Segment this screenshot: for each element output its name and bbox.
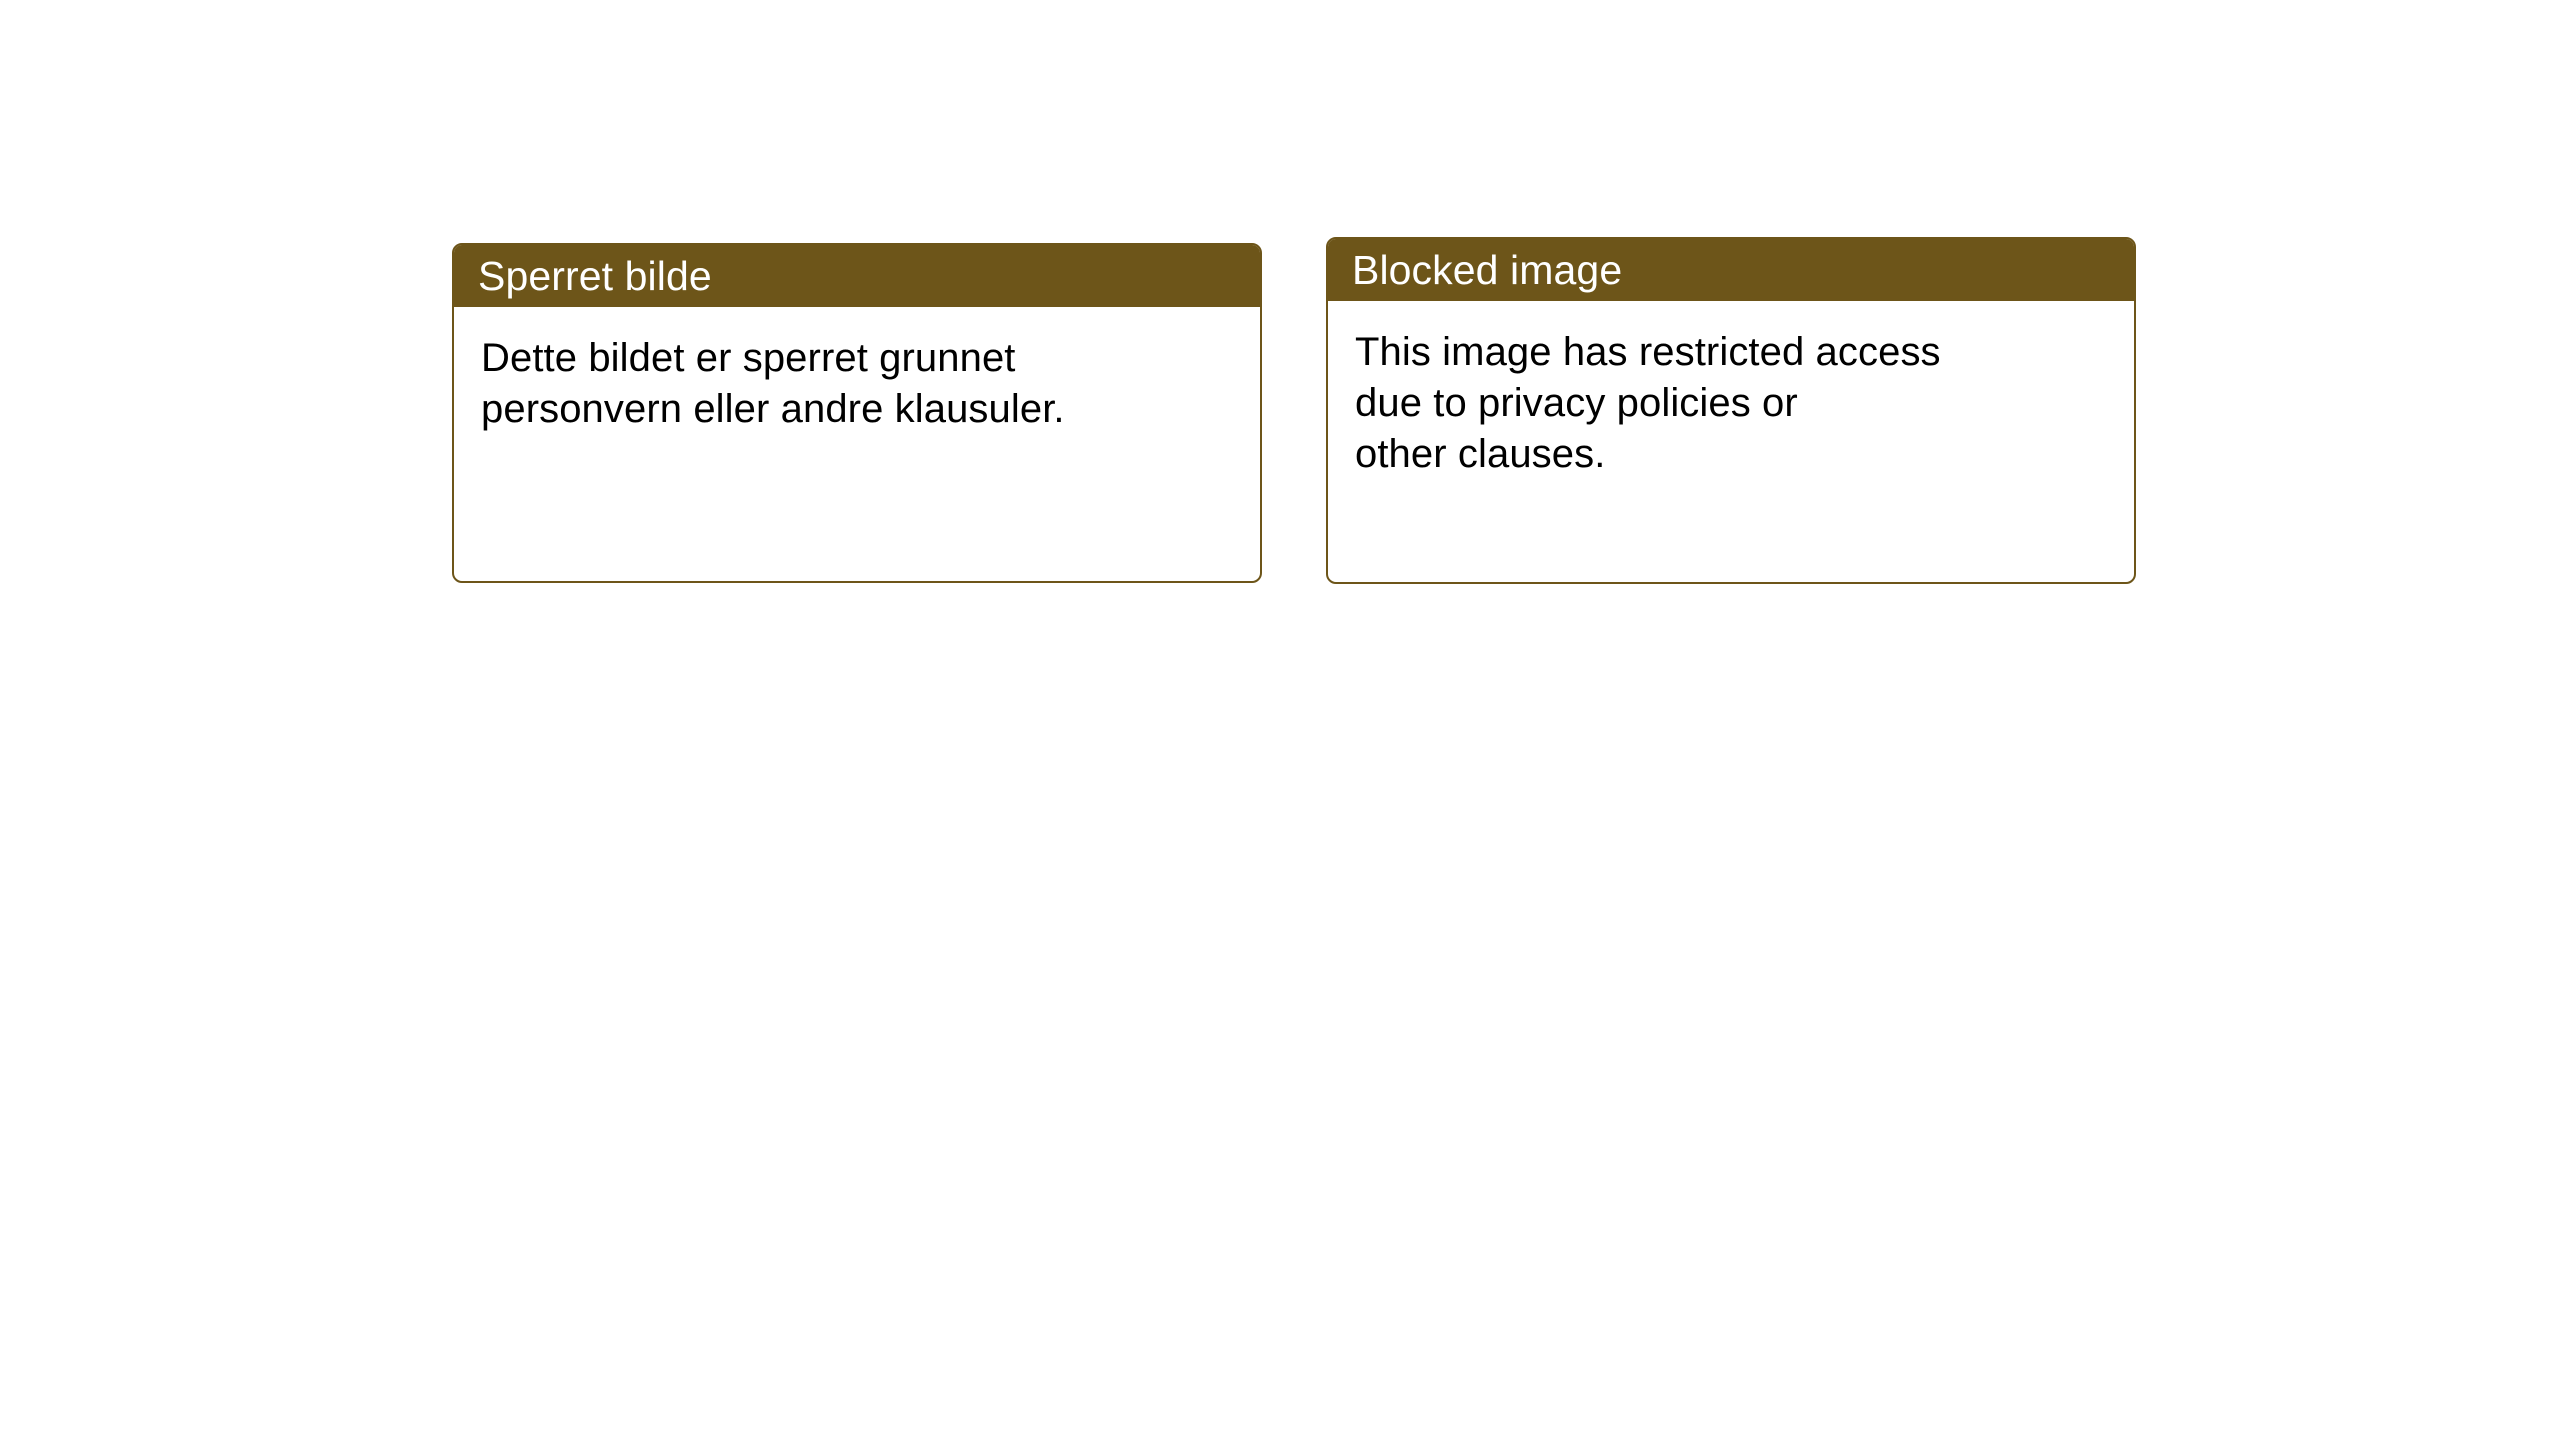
notice-body-line: other clauses. xyxy=(1355,431,1606,476)
blocked-image-notice-english xyxy=(1326,237,2136,584)
notice-body-line: Dette bildet er sperret grunnet xyxy=(481,336,1016,380)
notice-body-english xyxy=(1328,301,2134,479)
notice-header-english xyxy=(1328,239,2134,301)
notice-body-norwegian xyxy=(454,307,1260,435)
notice-title-english: Blocked image xyxy=(1352,246,1623,293)
notice-body-line: This image has restricted access xyxy=(1355,330,1941,374)
notice-body-line: personvern eller andre klausuler. xyxy=(481,386,1065,431)
notice-body-line: due to privacy policies or xyxy=(1355,380,1798,425)
blocked-image-notice-norwegian xyxy=(452,243,1262,583)
notice-title-norwegian: Sperret bilde xyxy=(478,252,712,299)
notice-header-norwegian xyxy=(454,245,1260,307)
